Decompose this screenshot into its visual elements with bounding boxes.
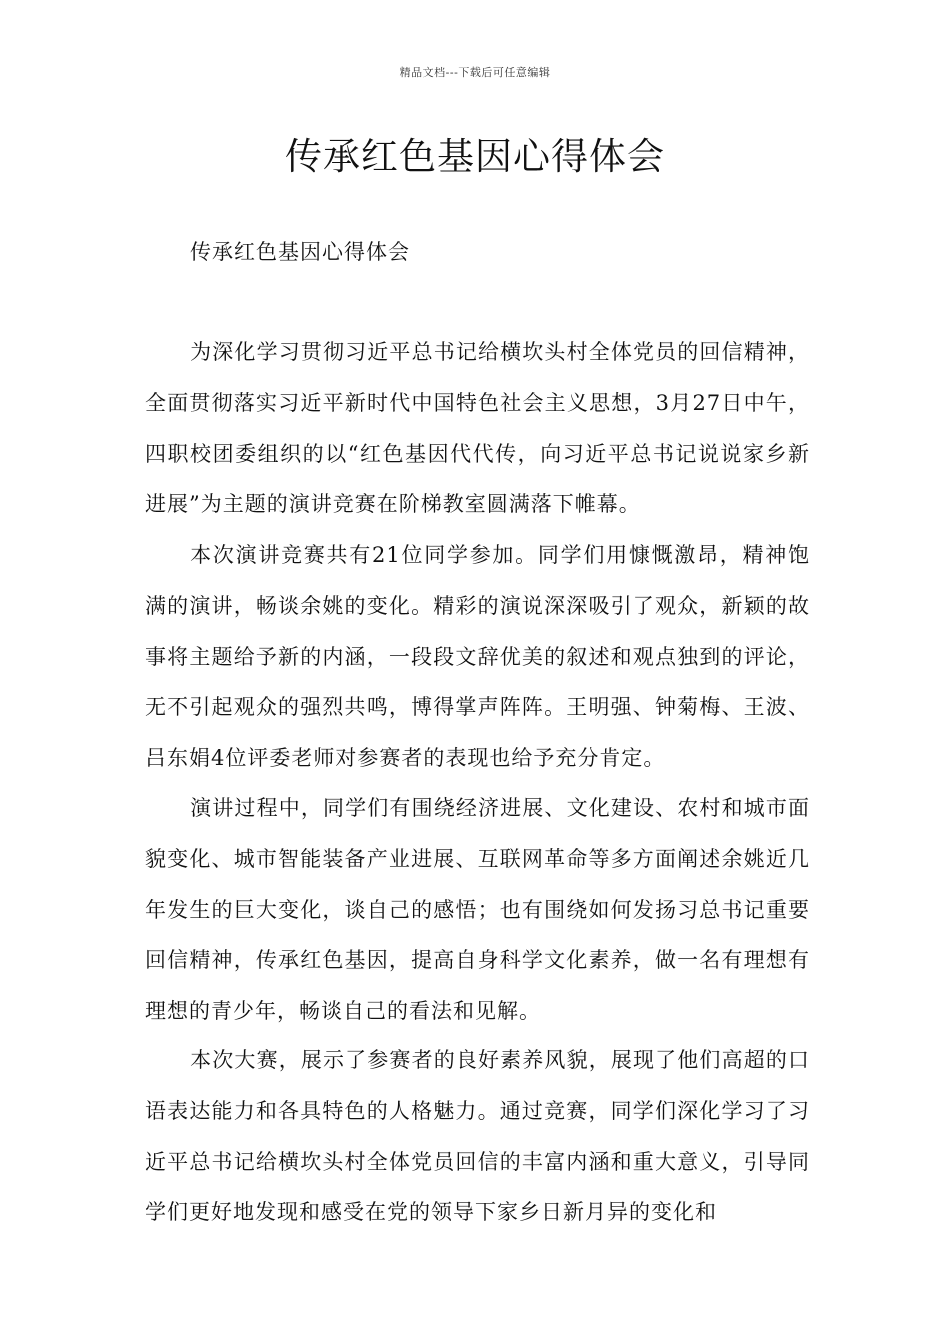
document-subtitle: 传承红色基因心得体会 bbox=[190, 240, 410, 264]
body-paragraph: 本次大赛，展示了参赛者的良好素养风貌，展现了他们高超的口语表达能力和各具特色的人格魅力。通过竞赛，同学们深化学习了习近平总书记给横坎头村全体党员回信的丰富内涵和重大意义，引导同学们更好地发现和感受在党的领导下家乡日新月异的变化和 bbox=[145, 1048, 810, 1225]
body-paragraph-block bbox=[145, 327, 810, 530]
document-title: 传承红色基因心得体会 bbox=[285, 135, 665, 178]
body-paragraph-block bbox=[145, 1035, 810, 1238]
body-paragraph: 为深化学习贯彻习近平总书记给横坎头村全体党员的回信精神，全面贯彻落实习近平新时代中国特色社会主义思想，3月27日中午，四职校团委组织的以“红色基因代代传，向习近平总书记说说家乡新进展”为主题的演讲竞赛在阶梯教室圆满落下帷幕。 bbox=[145, 340, 810, 517]
body-paragraph: 演讲过程中，同学们有围绕经济进展、文化建设、农村和城市面貌变化、城市智能装备产业进展、互联网革命等多方面阐述余姚近几年发生的巨大变化，谈自己的感悟；也有围绕如何发扬习总书记重要回信精神，传承红色基因，提高自身科学文化素养，做一名有理想有理想的青少年，畅谈自己的看法和见解。 bbox=[145, 796, 810, 1024]
body-paragraph: 本次演讲竞赛共有21位同学参加。同学们用慷慨激昂，精神饱满的演讲，畅谈余姚的变化。精彩的演说深深吸引了观众，新颖的故事将主题给予新的内涵，一段段文辞优美的叙述和观点独到的评论，无不引起观众的强烈共鸣，博得掌声阵阵。王明强、钟菊梅、王波、吕东娟4位评委老师对参赛者的表现也给予充分肯定。 bbox=[145, 543, 810, 771]
body-paragraph-block bbox=[145, 783, 810, 1037]
header-note: 精品文档---下载后可任意编辑 bbox=[399, 66, 551, 79]
body-paragraph-block bbox=[145, 530, 810, 784]
